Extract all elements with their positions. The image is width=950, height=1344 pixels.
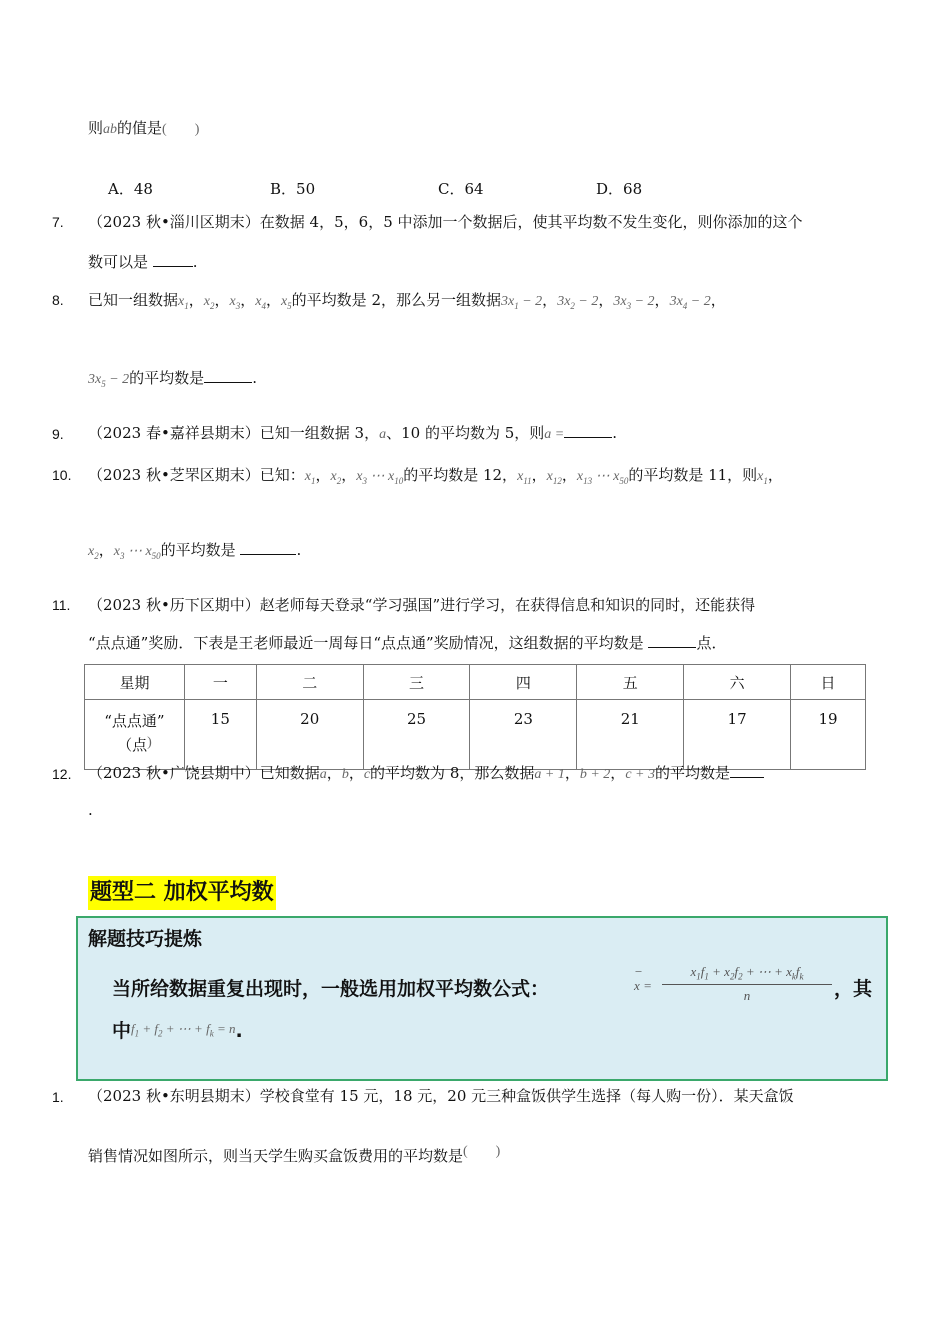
q11-number: 11.	[52, 597, 71, 613]
q12-number: 12.	[52, 766, 72, 782]
table-cell-day: 五	[577, 665, 684, 700]
q12-end: .	[88, 801, 93, 819]
table-cell-value: 15	[184, 700, 256, 770]
points-table	[84, 664, 866, 770]
q10-answer-blank[interactable]	[240, 540, 296, 555]
table-cell-value: 19	[791, 700, 866, 770]
tip-box: 解题技巧提炼 当所给数据重复出现时，一般选用加权平均数公式： − x = $x_1f_1 + x_2f_2$ + ⋯ + $x_kf_k$ n ，其 中$^{f_1 + f_2 + \cdots + f_k = n}$.	[76, 916, 888, 1081]
table-cell-value: 17	[684, 700, 791, 770]
q11-line1: （2023 秋•历下区期中）赵老师每天登录“学习强国”进行学习，在获得信息和知识的同时，还能获得	[88, 596, 756, 614]
q7-number: 7.	[52, 214, 64, 230]
tip-title: 解题技巧提炼	[88, 928, 203, 950]
q10-number: 10.	[52, 467, 72, 483]
q10-line1: （2023 秋•芝罘区期末）已知：$x_1$，$x_2$，$x_3$ ⋯ $x_{10}$的平均数是 12，$x_{11}$，$x_{12}$，$x_{13}$ ⋯ $x_{50}$的平均数是 11，则$x_1$，	[88, 466, 783, 486]
q11-line2: “点点通”奖励．下表是王老师最近一周每日“点点通”奖励情况，这组数据的平均数是 点．	[88, 634, 727, 652]
q8-answer-blank[interactable]	[204, 368, 252, 383]
table-cell-value: 23	[470, 700, 577, 770]
table-cell-header: “点点通” （点)	[85, 700, 185, 770]
q6-option-b[interactable]: B．50	[270, 180, 316, 198]
tip-line1: 当所给数据重复出现时，一般选用加权平均数公式：	[112, 978, 550, 1000]
q9-number: 9.	[52, 426, 64, 442]
table-row-weekday	[85, 665, 866, 700]
q6-option-a[interactable]: A．48	[108, 180, 153, 198]
section-heading: 题型二 加权平均数	[88, 876, 276, 910]
q1-line2: 销售情况如图所示，则当天学生购买盒饭费用的平均数是( )	[88, 1144, 501, 1165]
tip-line2: 中$^{f_1 + f_2 + \cdots + f_k = n}$.	[112, 1020, 243, 1042]
q9-answer-blank[interactable]	[564, 423, 612, 438]
table-cell-header: 星期	[85, 665, 185, 700]
q8-number: 8.	[52, 292, 64, 308]
table-cell-day: 一	[184, 665, 256, 700]
q6-option-d[interactable]: D．68	[596, 180, 643, 198]
tip-line1-end: ，其	[834, 978, 873, 1000]
table-cell-value: 21	[577, 700, 684, 770]
q1-line1: （2023 秋•东明县期末）学校食堂有 15 元，18 元，20 元三种盒饭供学生选择（每人购一份）．某天盒饭	[88, 1087, 794, 1105]
q7-line2: 数可以是 .	[88, 253, 198, 271]
table-row-points	[85, 700, 866, 770]
table-cell-day: 二	[256, 665, 363, 700]
q9-line: （2023 春•嘉祥县期末）已知一组数据 3，a、10 的平均数为 5，则a = .	[88, 424, 618, 442]
q11-answer-blank[interactable]	[648, 633, 696, 648]
table-cell-day: 六	[684, 665, 791, 700]
table-cell-day: 四	[470, 665, 577, 700]
math-ab: ab	[103, 122, 118, 137]
q12-line1: （2023 秋•广饶县期中）已知数据a，b，c的平均数为 8，那么数据a + 1，b + 2，c + 3的平均数是	[88, 763, 764, 785]
table-cell-day: 三	[363, 665, 470, 700]
q6-option-c[interactable]: C．64	[438, 180, 484, 198]
q12-answer-blank[interactable]	[730, 763, 764, 778]
table-cell-value: 25	[363, 700, 470, 770]
q6-stem: 则ab的值是( )	[88, 119, 200, 137]
table-cell-value: 20	[256, 700, 363, 770]
q8-line1: 已知一组数据$x_1$，$x_2$，$x_3$，$x_4$，$x_5$的平均数是 2，那么另一组数据$3x_1 - 2$，$3x_2 - 2$，$3x_3 - 2$，$3x_4 - 2$，	[88, 291, 726, 311]
q7-line1: （2023 秋•淄川区期末）在数据 4，5，6，5 中添加一个数据后，使其平均数不发生变化，则你添加的这个	[88, 213, 803, 231]
q1-number: 1.	[52, 1089, 64, 1105]
q10-line2: $x_2$，$x_3$ ⋯ $x_{50}$的平均数是 .	[88, 541, 302, 561]
table-cell-day: 日	[791, 665, 866, 700]
q8-line2: $3x_5 - 2$的平均数是 .	[88, 369, 257, 389]
q7-answer-blank[interactable]	[153, 252, 193, 267]
